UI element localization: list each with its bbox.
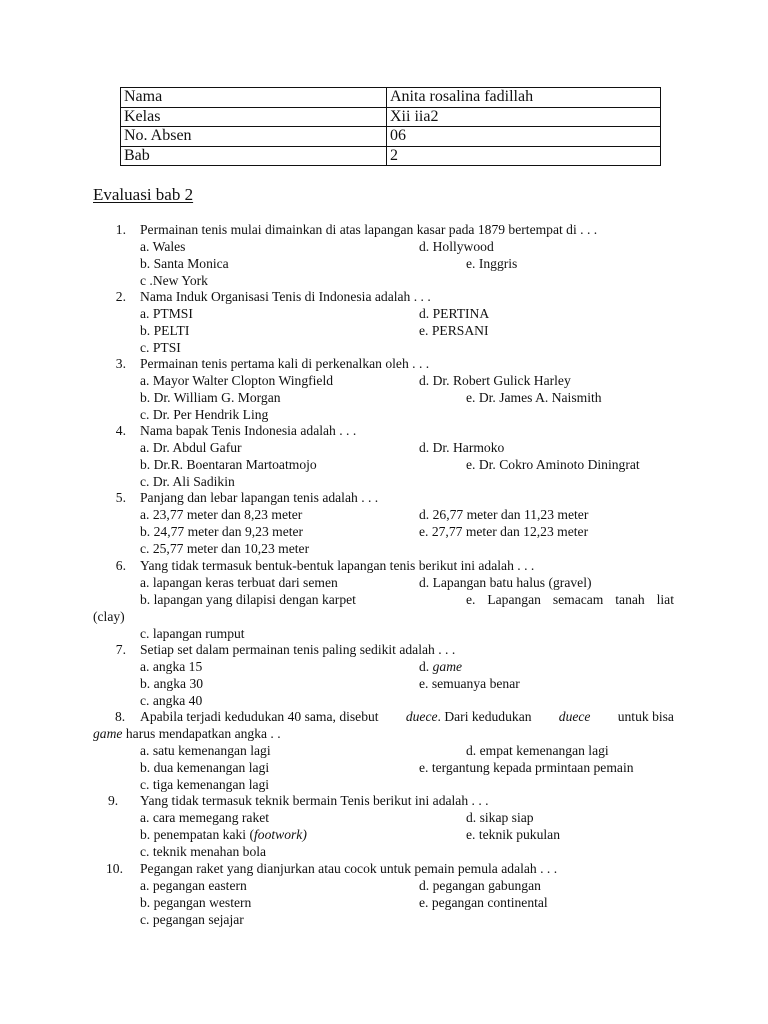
question-text: Nama bapak Tenis Indonesia adalah . . . xyxy=(140,423,357,438)
option-c: c. Dr. Ali Sadikin xyxy=(140,474,235,489)
option-e-word: Lapangan xyxy=(487,592,541,607)
question-number: 3. xyxy=(115,356,126,371)
option-e: e. PERSANI xyxy=(419,323,489,338)
question-text: Panjang dan lebar lapangan tenis adalah . . . xyxy=(140,490,379,505)
info-label: Kelas xyxy=(121,107,387,127)
option-e: e. 27,77 meter dan 12,23 meter xyxy=(419,524,589,539)
option-e: e. tergantung kepada prmintaan pemain xyxy=(419,760,634,775)
question-text: Yang tidak termasuk teknik bermain Tenis berikut ini adalah . . . xyxy=(140,793,489,808)
question-text-continuation xyxy=(93,726,281,742)
option-e: e. Inggris xyxy=(466,256,518,271)
question-number: 10. xyxy=(106,861,123,876)
option-d xyxy=(419,659,462,675)
option-b: b. Santa Monica xyxy=(140,256,229,271)
table-row xyxy=(121,127,661,147)
option-d: d. Hollywood xyxy=(419,239,494,254)
option-a: a. Wales xyxy=(140,239,186,254)
option-b xyxy=(140,827,307,843)
italic-term: duece xyxy=(405,709,438,724)
question-text: Permainan tenis pertama kali di perkenalkan oleh . . . xyxy=(140,356,430,371)
option-prefix: d. xyxy=(419,659,430,674)
question-text-part: untuk bisa xyxy=(617,709,674,724)
option-c: c. teknik menahan bola xyxy=(140,844,267,859)
option-c: c .New York xyxy=(140,273,208,288)
question-text: Nama Induk Organisasi Tenis di Indonesia adalah . . . xyxy=(140,289,431,304)
option-d: d. sikap siap xyxy=(466,810,534,825)
option-b: b. Dr.R. Boentaran Martoatmojo xyxy=(140,457,317,472)
option-a: a. Mayor Walter Clopton Wingfield xyxy=(140,373,334,388)
info-value: 2 xyxy=(387,146,661,166)
option-d: d. PERTINA xyxy=(419,306,490,321)
question-number: 7. xyxy=(115,642,126,657)
table-row xyxy=(121,88,661,108)
option-a: a. satu kemenangan lagi xyxy=(140,743,271,758)
info-label: No. Absen xyxy=(121,127,387,147)
option-c: c. pegangan sejajar xyxy=(140,912,244,927)
question-number: 5. xyxy=(115,490,126,505)
option-b: b. Dr. William G. Morgan xyxy=(140,390,281,405)
question-number: 8. xyxy=(115,709,126,724)
option-a: a. pegangan eastern xyxy=(140,878,247,893)
option-e: e. semuanya benar xyxy=(419,676,520,691)
option-b: b. pegangan western xyxy=(140,895,252,910)
info-value: Anita rosalina fadillah xyxy=(387,88,661,108)
question-text: Yang tidak termasuk bentuk-bentuk lapangan tenis berikut ini adalah . . . xyxy=(140,558,535,573)
italic-term: game xyxy=(432,659,463,674)
question-text: Permainan tenis mulai dimainkan di atas lapangan kasar pada 1879 bertempat di . . . xyxy=(140,222,598,237)
italic-term: duece xyxy=(558,709,591,724)
option-a: a. angka 15 xyxy=(140,659,203,674)
question-text-part: harus mendapatkan angka . . xyxy=(125,726,281,741)
question-number: 6. xyxy=(115,558,126,573)
option-b: b. lapangan yang dilapisi dengan karpet xyxy=(140,592,356,607)
student-info-table xyxy=(120,87,661,166)
option-c: c. tiga kemenangan lagi xyxy=(140,777,270,792)
question-text-part: . Dari kedudukan xyxy=(437,709,532,724)
option-b: b. 24,77 meter dan 9,23 meter xyxy=(140,524,304,539)
info-value: 06 xyxy=(387,127,661,147)
question-text-part xyxy=(406,709,532,725)
question-number: 9. xyxy=(108,793,119,808)
option-e: e. teknik pukulan xyxy=(466,827,561,842)
option-e-word: tanah xyxy=(615,592,645,607)
question-text-part: Apabila terjadi kedudukan 40 sama, disebut xyxy=(140,709,379,724)
option-b: b. dua kemenangan lagi xyxy=(140,760,270,775)
table-row xyxy=(121,146,661,166)
option-b: b. PELTI xyxy=(140,323,190,338)
option-b: b. angka 30 xyxy=(140,676,204,691)
option-d: d. 26,77 meter dan 11,23 meter xyxy=(419,507,589,522)
info-label: Nama xyxy=(121,88,387,108)
option-a: a. PTMSI xyxy=(140,306,193,321)
option-e-word: liat xyxy=(656,592,674,607)
info-value: Xii iia2 xyxy=(387,107,661,127)
option-e: e. Dr. Cokro Aminoto Diningrat xyxy=(466,457,640,472)
info-label: Bab xyxy=(121,146,387,166)
option-d: d. Dr. Harmoko xyxy=(419,440,505,455)
question-number: 4. xyxy=(115,423,126,438)
question-text: Pegangan raket yang dianjurkan atau cocok untuk pemain pemula adalah . . . xyxy=(140,861,558,876)
option-a: a. Dr. Abdul Gafur xyxy=(140,440,242,455)
option-a: a. lapangan keras terbuat dari semen xyxy=(140,575,338,590)
question-number: 2. xyxy=(115,289,126,304)
option-e-word: semacam xyxy=(552,592,604,607)
option-c: c. angka 40 xyxy=(140,693,203,708)
option-d: d. Lapangan batu halus (gravel) xyxy=(419,575,592,590)
option-a: a. cara memegang raket xyxy=(140,810,270,825)
option-c: c. Dr. Per Hendrik Ling xyxy=(140,407,269,422)
option-e-continuation: (clay) xyxy=(93,609,125,624)
table-row xyxy=(121,107,661,127)
option-c: c. lapangan rumput xyxy=(140,626,245,641)
option-e: e. Dr. James A. Naismith xyxy=(466,390,602,405)
italic-term: footwork) xyxy=(254,827,307,842)
option-prefix: b. penempatan kaki ( xyxy=(140,827,254,842)
question-text: Setiap set dalam permainan tenis paling sedikit adalah . . . xyxy=(140,642,456,657)
section-title: Evaluasi bab 2 xyxy=(93,185,194,204)
question-number: 1. xyxy=(115,222,126,237)
option-a: a. 23,77 meter dan 8,23 meter xyxy=(140,507,303,522)
italic-term: game xyxy=(93,726,123,741)
option-e xyxy=(466,592,674,608)
option-c: c. PTSI xyxy=(140,340,181,355)
option-c: c. 25,77 meter dan 10,23 meter xyxy=(140,541,310,556)
option-d: d. Dr. Robert Gulick Harley xyxy=(419,373,571,388)
option-d: d. pegangan gabungan xyxy=(419,878,541,893)
option-d: d. empat kemenangan lagi xyxy=(466,743,609,758)
option-e-word: e. xyxy=(466,592,476,607)
question-text xyxy=(140,709,674,725)
option-e: e. pegangan continental xyxy=(419,895,548,910)
